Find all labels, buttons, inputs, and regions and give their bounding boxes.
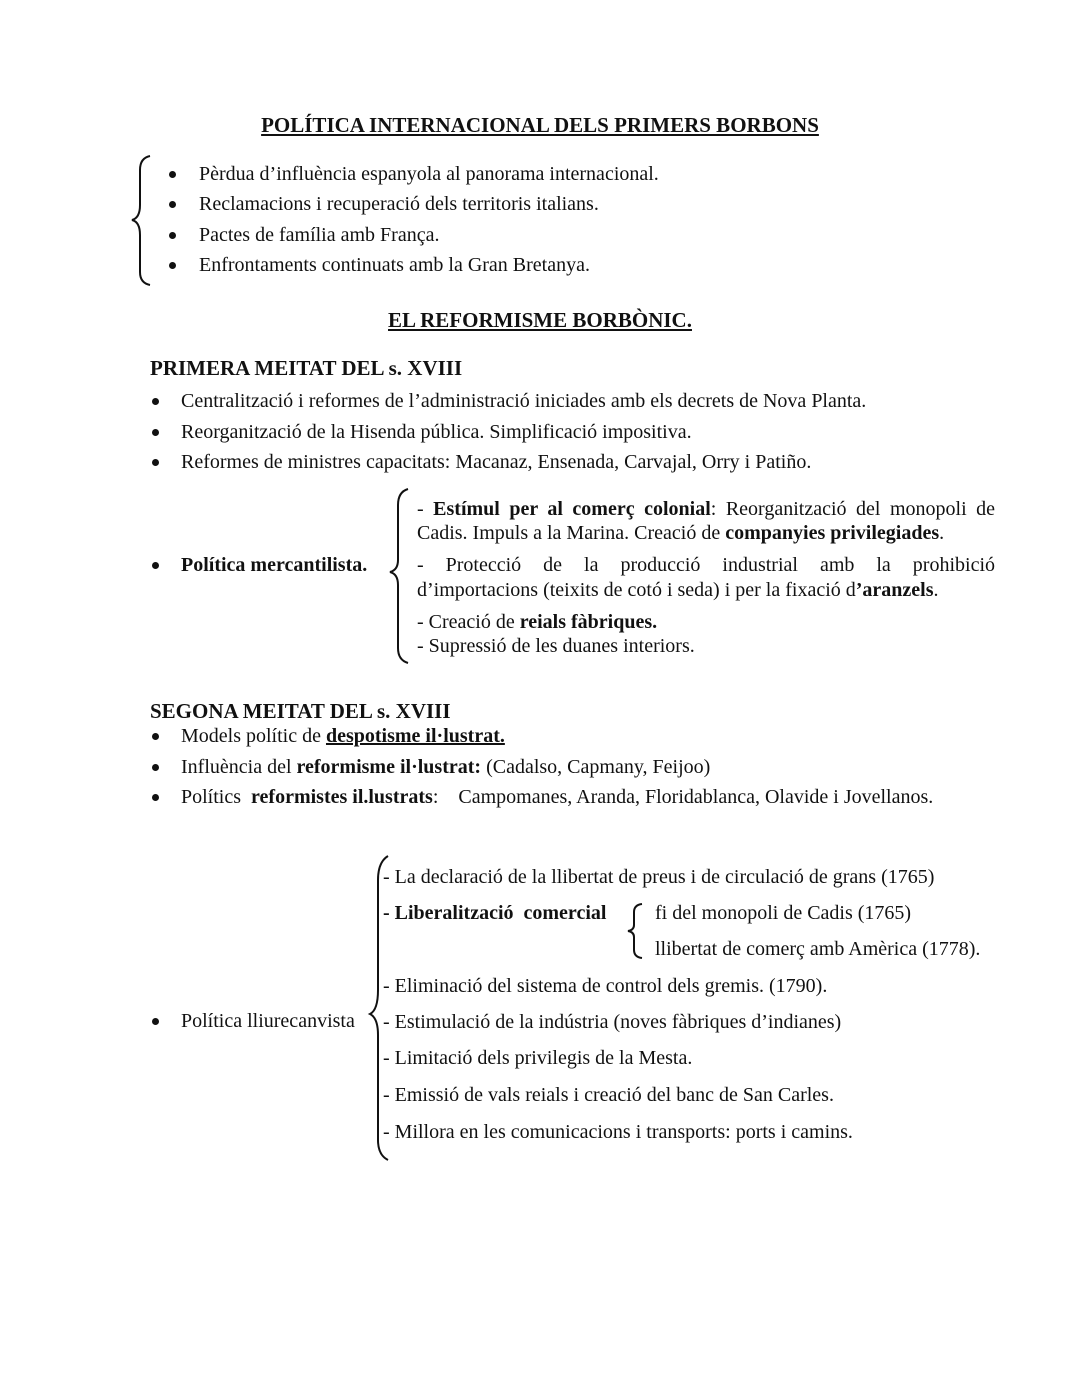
merc-item: Cadis. Impuls a la Marina. Creació de companyies privilegiades. bbox=[417, 522, 945, 544]
list-item: Models polític de despotisme il·lustrat. bbox=[181, 725, 505, 747]
bullet-icon bbox=[152, 764, 159, 771]
bullet-icon bbox=[152, 398, 159, 405]
subheading: SEGONA MEITAT DEL s. XVIII bbox=[150, 699, 451, 723]
section-title: EL REFORMISME BORBÒNIC. bbox=[388, 308, 692, 332]
list-item: Influència del reformisme il·lustrat: (Cadalso, Capmany, Feijoo) bbox=[181, 756, 711, 778]
list-item: Centralització i reformes de l’administració iniciades amb els decrets de Nova Planta. bbox=[181, 390, 867, 412]
bullet-icon bbox=[152, 459, 159, 466]
lliure-item: - Estimulació de la indústria (noves fàbriques d’indianes) bbox=[383, 1011, 842, 1033]
bullet-icon bbox=[169, 171, 176, 178]
list-item: Pèrdua d’influència espanyola al panorama internacional. bbox=[199, 163, 659, 185]
lliure-item: - Emissió de vals reials i creació del banc de San Carles. bbox=[383, 1084, 834, 1106]
bullet-icon bbox=[152, 733, 159, 740]
merc-item: - Protecció de la producció industrial amb la prohibició bbox=[417, 554, 995, 576]
brace-icon bbox=[390, 489, 408, 663]
list-item: Polítics reformistes il.lustrats: Campomanes, Aranda, Floridablanca, Olavide i Jovellanos. bbox=[181, 786, 934, 808]
bullet-icon bbox=[152, 562, 159, 569]
bullet-icon bbox=[152, 1018, 159, 1025]
list-item: Reformes de ministres capacitats: Macanaz, Ensenada, Carvajal, Orry i Patiño. bbox=[181, 451, 812, 473]
list-item: Pactes de família amb França. bbox=[199, 224, 440, 246]
bullet-icon bbox=[152, 429, 159, 436]
lliure-subitem: llibertat de comerç amb Amèrica (1778). bbox=[655, 938, 981, 960]
lliure-item: - Limitació dels privilegis de la Mesta. bbox=[383, 1047, 693, 1069]
merc-item: - Creació de reials fàbriques. bbox=[417, 611, 658, 633]
bullet-icon bbox=[169, 262, 176, 269]
lliure-subitem: fi del monopoli de Cadis (1765) bbox=[655, 902, 912, 924]
brace-icon bbox=[628, 904, 642, 958]
brace-icon bbox=[132, 156, 150, 285]
merc-item: - Supressió de les duanes interiors. bbox=[417, 635, 695, 657]
lliure-item: - Millora en les comunicacions i transports: ports i camins. bbox=[383, 1121, 853, 1143]
page-title: POLÍTICA INTERNACIONAL DELS PRIMERS BORBONS bbox=[261, 113, 819, 137]
bullet-icon bbox=[152, 794, 159, 801]
list-item: Política lliurecanvista bbox=[181, 1010, 355, 1032]
lliure-item: - Liberalització comercial bbox=[383, 902, 607, 924]
bullet-icon bbox=[169, 201, 176, 208]
lliure-item: - Eliminació del sistema de control dels gremis. (1790). bbox=[383, 975, 828, 997]
lliure-item: - La declaració de la llibertat de preus i de circulació de grans (1765) bbox=[383, 866, 935, 888]
merc-item: d’importacions (teixits de cotó i seda) i per la fixació d’aranzels. bbox=[417, 579, 939, 601]
list-item: Reorganització de la Hisenda pública. Simplificació impositiva. bbox=[181, 421, 692, 443]
merc-item: - Estímul per al comerç colonial: Reorganització del monopoli de bbox=[417, 498, 995, 520]
list-item: Reclamacions i recuperació dels territoris italians. bbox=[199, 193, 599, 215]
list-item: Política mercantilista. bbox=[181, 554, 368, 576]
list-item: Enfrontaments continuats amb la Gran Bretanya. bbox=[199, 254, 590, 276]
bullet-icon bbox=[169, 232, 176, 239]
subheading: PRIMERA MEITAT DEL s. XVIII bbox=[150, 356, 463, 380]
